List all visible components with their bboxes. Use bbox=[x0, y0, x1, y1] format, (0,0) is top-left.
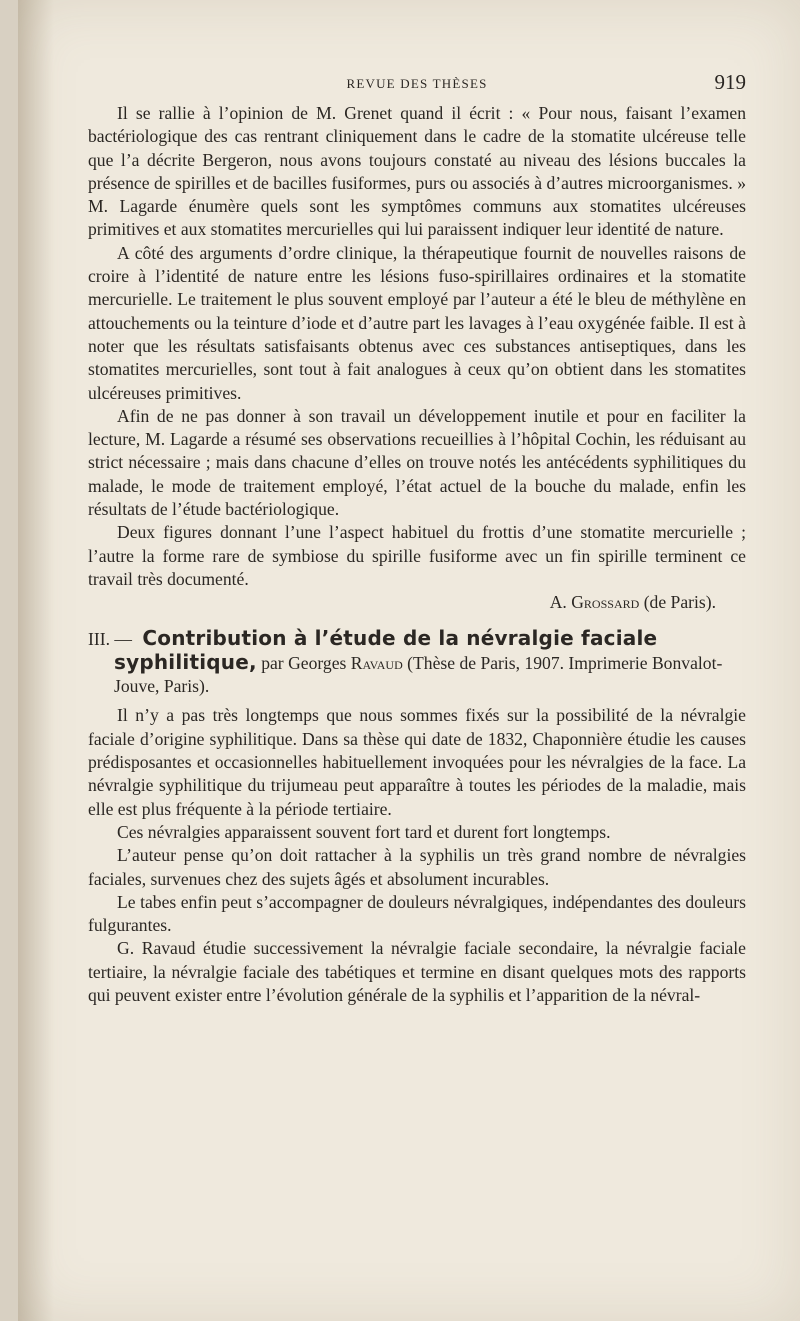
section-by: par Georges bbox=[261, 652, 347, 673]
paragraph: Ces névralgies apparaissent souvent fort tard et durent fort longtemps. bbox=[117, 821, 611, 842]
section-title: Contribution à l’étude de la névralgie faciale syphilitique, bbox=[114, 625, 658, 674]
running-header bbox=[88, 66, 746, 102]
section-author: Ravaud bbox=[350, 652, 403, 673]
paragraph: Il se rallie à l’opinion de M. Grenet quand il écrit : « Pour nous, faisant l’examen bactériologique des cas rentrant cliniquement dans le cadre de la stomatite ulcéreuse telle que l’a décrite Bergeron, nous avons toujours constaté au niveau des lésions buccales la présence de spirilles et de bacilles fusiformes, purs ou associés à d’autres microorganismes. » M. Lagarde énumère quels sont les symptômes communs aux stomatites ulcéreuses primitives et aux stomatites mercurielles qui lui paraissent indiquer leur identité de nature. bbox=[88, 103, 746, 240]
section-reference: (Thèse de Paris, 1907. Imprimerie Bonvalot-Jouve, Paris). bbox=[114, 652, 723, 697]
signature-name: Grossard bbox=[571, 592, 640, 613]
page-gutter-shadow bbox=[18, 0, 54, 1321]
review-signature bbox=[88, 591, 746, 614]
signature-initial: A. bbox=[549, 592, 567, 613]
signature-place: (de Paris). bbox=[643, 592, 716, 613]
section-heading bbox=[88, 627, 746, 699]
paragraph: Deux figures donnant l’une l’aspect habituel du frottis d’une stomatite mercurielle ; l’autre la forme rare de symbiose du spirille fusiforme avec un fin spirille terminent ce travail très documenté. bbox=[88, 522, 746, 589]
paragraph: L’auteur pense qu’on doit rattacher à la syphilis un très grand nombre de névralgies faciales, survenues chez des sujets âgés et absolument incurables. bbox=[88, 845, 746, 889]
paragraph: Le tabes enfin peut s’accompagner de douleurs névralgiques, indépendantes des douleurs fulgurantes. bbox=[88, 891, 746, 936]
book-page bbox=[18, 0, 800, 1321]
running-title: REVUE DES THÈSES bbox=[346, 76, 488, 91]
page-number: 919 bbox=[714, 70, 746, 94]
paragraph: A côté des arguments d’ordre clinique, la thérapeutique fournit de nouvelles raisons de croire à l’identité de nature entre les lésions fuso-spirillaires ordinaires et la stomatite mercurielle. Le traitement le plus souvent employé par l’auteur a été le bleu de méthylène en attouchements ou la teinture d’iode et d’autre part les lavages à l’eau oxygénée faible. Il est à noter que les résultats satisfaisants obtenus avec ces substances antiseptiques, dans les stomatites mercurielles, sont tout à fait analogues à ceux qu’on obtient dans les stomatites ulcéreuses primitives. bbox=[88, 242, 746, 403]
paragraph: Afin de ne pas donner à son travail un développement inutile et pour en faciliter la lecture, M. Lagarde a résumé ses observations recueillies à l’hôpital Cochin, les réduisant au strict nécessaire ; mais dans chacune d’elles on trouve notés les antécédents syphilitiques du malade, le mode de traitement employé, l’état actuel de la bouche du malade, enfin les résultats de l’étude bactériologique. bbox=[88, 405, 746, 520]
section-number: III. — bbox=[88, 628, 132, 649]
paragraph: Il n’y a pas très longtemps que nous sommes fixés sur la possibilité de la névralgie faciale d’origine syphilitique. Dans sa thèse qui date de 1832, Chaponnière étudie les causes prédisposantes et occasionnelles habituellement invoquées pour les névralgies de la face. La névralgie syphilitique du trijumeau peut apparaître à toutes les périodes de la maladie, mais elle est plus fréquente à la période tertiaire. bbox=[88, 705, 746, 819]
page-content bbox=[88, 66, 746, 1007]
paragraph: G. Ravaud étudie successivement la névralgie faciale secondaire, la névralgie faciale tertiaire, la névralgie faciale des tabétiques et termine en disant quelques mots des rapports qui peuvent exister entre l’évolution générale de la syphilis et l’apparition de la névral- bbox=[88, 938, 746, 1005]
